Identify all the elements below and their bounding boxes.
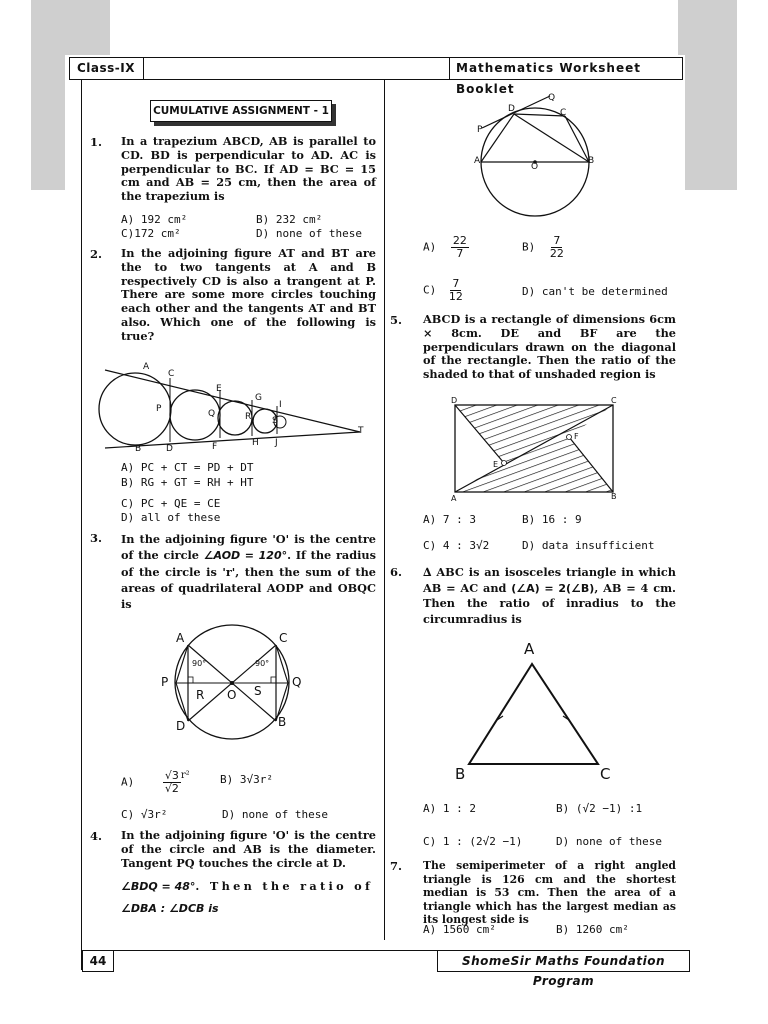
figure-label: A bbox=[474, 156, 481, 166]
question-number: 1. bbox=[90, 135, 103, 149]
figure-label: Q bbox=[208, 409, 216, 419]
page-tab-right bbox=[678, 0, 737, 190]
option-d: D) none of these bbox=[256, 227, 362, 240]
figure-label: F bbox=[212, 442, 218, 452]
header-spacer bbox=[144, 58, 450, 79]
option-b: B) 3√3r² bbox=[220, 773, 273, 786]
option-d: D) can't be determined bbox=[522, 285, 668, 298]
figure-label: 90° bbox=[255, 659, 270, 668]
question-number: 3. bbox=[90, 531, 103, 545]
figure-label: R bbox=[245, 412, 252, 422]
option-b: B) 16 : 9 bbox=[522, 513, 582, 526]
question-number: 5. bbox=[390, 313, 403, 327]
angle-expression: (∠A) = 2(∠B) bbox=[511, 581, 595, 595]
figure-label: D bbox=[176, 719, 186, 733]
option-d: D) all of these bbox=[121, 511, 221, 524]
figure-label: A bbox=[143, 362, 150, 372]
option-b: B) (√2 −1) :1 bbox=[556, 802, 643, 815]
figure-label: B bbox=[611, 492, 617, 501]
option-b: B) 1260 cm² bbox=[556, 923, 629, 936]
figure-label: A bbox=[451, 494, 457, 503]
figure-label: B bbox=[135, 444, 142, 454]
option-a: A) PC + CT = PD + DT bbox=[121, 461, 254, 474]
figure-label: I bbox=[279, 400, 282, 410]
option-c: C)172 cm² bbox=[121, 227, 181, 240]
question-text-cont: ∠BDQ = 48°. Then the ratio of bbox=[121, 879, 374, 893]
question-text: In the adjoining figure 'O' is the centre of the circle ∠AOD = 120°. If the radius of the circle is 'r', then the sum of the areas of quadrilateral AODP and OBQC is bbox=[121, 532, 377, 611]
option-a: A) 192 cm² bbox=[121, 213, 188, 226]
figure-label: O bbox=[227, 688, 237, 702]
figure-label: D bbox=[508, 104, 515, 114]
figure-label: O bbox=[531, 162, 539, 172]
figure-label: B bbox=[455, 765, 466, 783]
fraction: $\frac{√3}{√2}$ bbox=[164, 769, 179, 795]
figure-label: C bbox=[279, 631, 288, 645]
figure-label: R bbox=[196, 688, 205, 702]
angle-expression: ∠BDQ = 48° bbox=[121, 880, 196, 893]
ratio-expression: ∠DBA : ∠DCB is bbox=[121, 902, 219, 915]
figure-label: S bbox=[272, 416, 278, 426]
question-text: In the adjoining figure 'O' is the centre of the circle and AB is the diameter. Tangent PQ touches the circle at D. bbox=[121, 828, 376, 870]
figure-label: D bbox=[166, 444, 173, 454]
class-label: Class-IX bbox=[70, 58, 144, 79]
figure-label: P bbox=[477, 125, 483, 135]
figure-label: E bbox=[216, 384, 222, 394]
question-number: 6. bbox=[390, 565, 403, 579]
fraction: $\frac{7}{12}$ bbox=[448, 277, 463, 303]
figure-label: C bbox=[560, 108, 567, 118]
question-text: In a trapezium ABCD, AB is parallel to CD. BD is perpendicular to AD. AC is perpendicular to BC. If AD = BC = 15 cm and AB = 25 cm, then the area of the trapezium is bbox=[121, 134, 376, 204]
option-b: B) RG + GT = RH + HT bbox=[121, 476, 254, 489]
figure-label: C bbox=[600, 765, 611, 783]
figure-label: P bbox=[161, 675, 169, 689]
booklet-title: Mathematics Worksheet Booklet bbox=[456, 61, 641, 96]
page-number: 44 bbox=[82, 950, 114, 972]
figure-label: S bbox=[254, 684, 262, 698]
option-c: C) 4 : 3√2 bbox=[423, 539, 490, 552]
figure-label: E bbox=[493, 460, 499, 469]
figure-label: P bbox=[156, 404, 162, 414]
left-margin-line bbox=[81, 80, 82, 970]
option-d: D) none of these bbox=[556, 835, 662, 848]
figure-label: A bbox=[524, 640, 535, 658]
question-text: The semiperimeter of a right angled triangle is 126 cm and the shortest median is 53 cm. Then the area of a triangle which has the largest median as its longest side is bbox=[423, 859, 676, 926]
option-c: C) 1 : (2√2 −1) bbox=[423, 835, 523, 848]
figure-label: H bbox=[252, 438, 259, 448]
figure-label: B bbox=[278, 715, 287, 729]
figure-label: J bbox=[275, 438, 278, 448]
figure-label: 90° bbox=[192, 659, 207, 668]
quadrilateral-circle-figure bbox=[170, 625, 310, 745]
question-number: 4. bbox=[90, 829, 103, 843]
figure-label: C bbox=[611, 396, 617, 405]
option-c: C) $\frac{7}{12}$ bbox=[423, 277, 463, 303]
option-d: D) data insufficient bbox=[522, 539, 655, 552]
isosceles-triangle-figure bbox=[465, 660, 605, 770]
option-b: B) $\frac{7}{22}$ bbox=[522, 234, 564, 260]
option-a: A) $\frac{√3}{√2}$ r² bbox=[121, 769, 190, 795]
figure-label: Q bbox=[548, 93, 556, 103]
figure-label: F bbox=[574, 432, 579, 441]
figure-label: A bbox=[176, 631, 185, 645]
option-a: A) 1 : 2 bbox=[423, 802, 476, 815]
option-b: B) 232 cm² bbox=[256, 213, 323, 226]
figure-label: B bbox=[588, 156, 595, 166]
option-c: C) PC + QE = CE bbox=[121, 497, 221, 510]
figure-label: D bbox=[451, 396, 458, 405]
shaded-rectangle-figure bbox=[455, 405, 620, 495]
figure-label: T bbox=[358, 426, 364, 436]
question-text: In the adjoining figure AT and BT are the to two tangents at A and B respectively CD is also a trangent at P. There are some more circles touching each other and the tangents AT and BT also. Which one of the following is true? bbox=[121, 246, 376, 343]
figure-label: C bbox=[168, 369, 175, 379]
option-a: A) 1560 cm² bbox=[423, 923, 496, 936]
figure-label: G bbox=[255, 393, 262, 403]
question-number: 7. bbox=[390, 859, 403, 873]
question-number: 2. bbox=[90, 247, 103, 261]
fraction: $\frac{22}{7}$ bbox=[452, 234, 467, 260]
program-name: ShomeSir Maths Foundation Program bbox=[437, 950, 690, 972]
figure-label: Q bbox=[292, 675, 302, 689]
fraction: $\frac{7}{22}$ bbox=[549, 234, 564, 260]
question-text: ABCD is a rectangle of dimensions 6cm × 8cm. DE and BF are the perpendiculars drawn on the diagonal of the rectangle. Then the ratio of the shaded to that of unshaded region is bbox=[423, 312, 676, 382]
assignment-title: CUMULATIVE ASSIGNMENT - 1 bbox=[150, 100, 332, 122]
option-a: A) 7 : 3 bbox=[423, 513, 476, 526]
circle-tangent-figure bbox=[470, 90, 620, 220]
option-a: A) $\frac{22}{7}$ bbox=[423, 234, 467, 260]
angle-expression: ∠AOD = 120° bbox=[203, 549, 288, 562]
option-d: D) none of these bbox=[222, 808, 328, 821]
option-c: C) √3r² bbox=[121, 808, 168, 821]
column-divider bbox=[384, 80, 385, 940]
page-header bbox=[69, 57, 683, 96]
question-text: ∆ ABC is an isosceles triangle in which AB = AC and (∠A) = 2(∠B), AB = 4 cm. Then the ratio of inradius to the circumradius is bbox=[423, 565, 676, 626]
